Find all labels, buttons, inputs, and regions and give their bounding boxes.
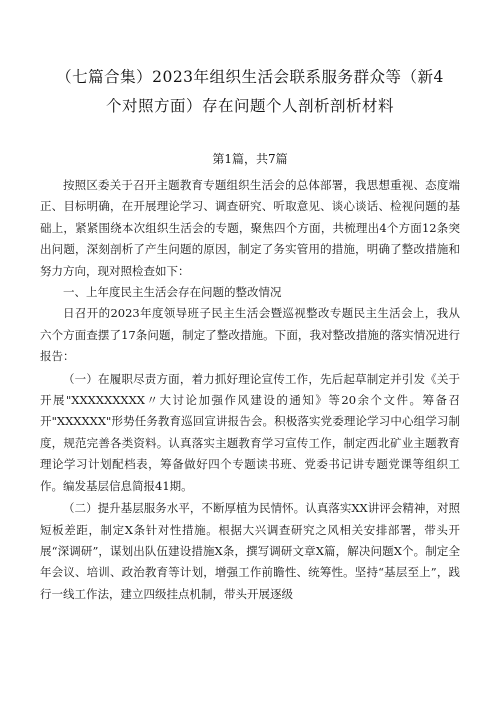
document-title-line-1: （七篇合集）2023年组织生活会联系服务群众等（新4 — [56, 68, 444, 86]
paragraph-rectification: 日召开的2023年度领导班子民主生活会暨巡视整改专题民主生活会上，我从六个方面查摆了17条问题，制定了整改措施。下面，我对整改措施的落实情况进行报告： — [40, 306, 460, 364]
paragraph-item-1: （一）在履职尽责方面，着力抓好理论宣传工作，先后起草制定并引发《关于开展"XXXXXXXXX〃大讨论加强作风建设的通知》等20余个文件。筹备召开"XXXXXX"形势任务教育巡回宣讲报告会。积极落实党委理论学习中心组学习制度，规范完善各类资料。认真落实主题教育学习宣传工作，制定西北矿业主题教育理论学习计划配档表，筹备做好四个专题读书班、党委书记讲专题党课等组织工作。编发基层信息简报41期。 — [40, 371, 460, 493]
document-title-line-2: 个对照方面）存在问题个人剖析剖析材料 — [105, 97, 394, 115]
page-indicator: 第1篇，共7篇 — [212, 152, 288, 166]
section-heading-1: 一、上年度民主生活会存在问题的整改情况 — [63, 285, 282, 300]
paragraph-intro: 按照区委关于召开主题教育专题组织生活会的总体部署，我思想重视、态度端正、目标明确，在开展理论学习、调查研究、听取意见、谈心谈话、检视问题的基础上，紧紧围绕本次组织生活会的专题，聚焦四个方面，共梳理出4个方面12条突出问题，深刻剖析了产生问题的原因，制定了务实管用的措施，明确了整改措施和努力方向，现对照检查如下： — [40, 178, 460, 278]
paragraph-item-2: （二）提升基层服务水平，不断厚植为民情怀。认真落实XX讲评会精神，对照短板差距，制定X条针对性措施。根据大兴调查研究之风相关安排部署，带头开展“深调研”，谋划出队伍建设措施X条，撰写调研文章X篇，解决问题X个。制定全年会议、培训、政治教育等计划，增强工作前瞻性、统筹性。坚持“基层至上”，践行一线工作法，建立四级挂点机制，带头开展逐级 — [40, 501, 460, 601]
